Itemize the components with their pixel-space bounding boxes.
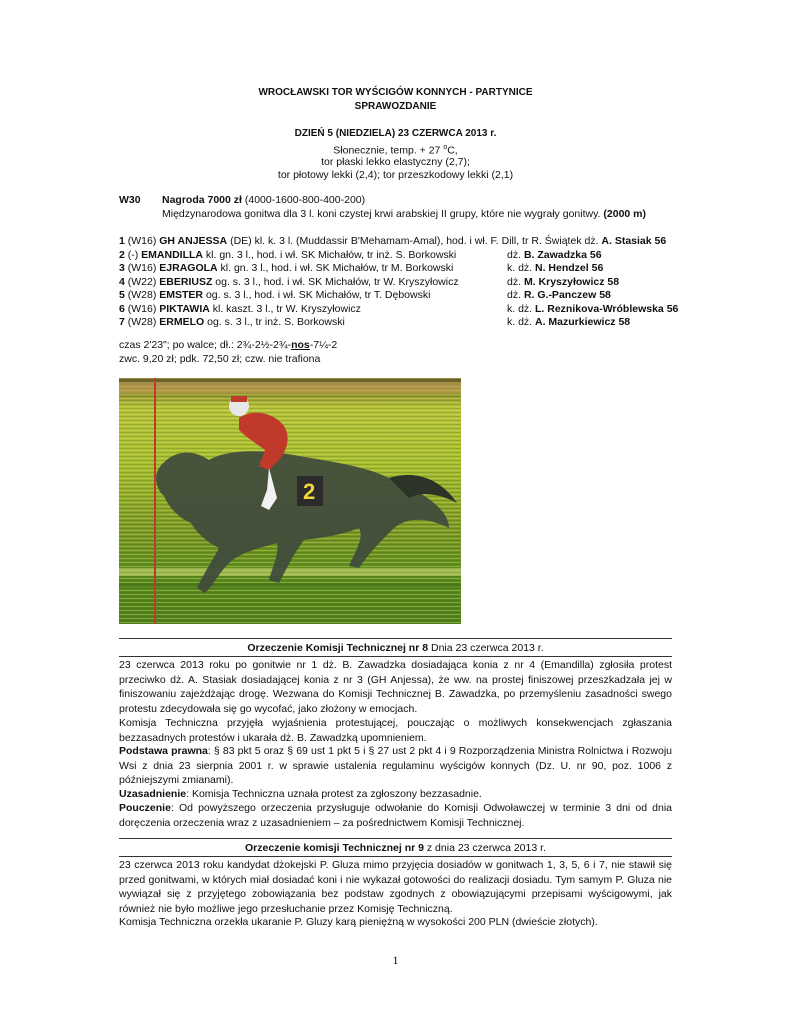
stall-info: (W16)	[124, 303, 160, 315]
jockey-name: R. G.-Panczew 58	[523, 289, 611, 301]
jockey-name: L. Reznikova-Wróblewska 56	[535, 303, 679, 315]
horse-name: EJRAGOLA	[159, 262, 218, 274]
track-condition-jumps: tor płotowy lekki (2,4); tor przeszkodowy lekki (2,1)	[277, 169, 514, 181]
stall-info: (-)	[124, 249, 142, 261]
saddle-number: 2	[303, 479, 316, 504]
horse-name: ERMELO	[159, 316, 205, 328]
runner-row	[119, 276, 679, 290]
jockey-name: M. Kryszyłowicz 58	[523, 276, 620, 288]
race-day: DZIEŃ 5 (NIEDZIELA) 23 CZERWCA 2013 r.	[294, 128, 497, 139]
horse-name: PIKTAWIA	[159, 303, 210, 315]
race-description: Międzynarodowa gonitwa dla 3 l. koni czystej krwi arabskiej II grupy, które nie wygrały gonitwy. (2000 m)	[162, 208, 646, 220]
stall-info: (W22)	[124, 276, 160, 288]
track-condition-flat: tor płaski lekko elastyczny (2,7);	[321, 156, 470, 168]
jockey-title: k. dż.	[507, 316, 536, 328]
ruling8-paragraph-2: Komisja Techniczna przyjęła wyjaśnienia protestującej, pouczając o możliwych konsekwencjach zgłaszania bezzasadnych protestów i ukarała dż. B. Zawadzką upomnieniem.	[119, 717, 672, 744]
weather: Słonecznie, temp. + 27 $^o$C,	[333, 144, 458, 157]
horse-details: kl. kaszt. 3 l., tr W. Kryszyłowicz	[209, 303, 361, 315]
stall-info: (W16)	[124, 262, 160, 274]
report-subtitle: SPRAWOZDANIE	[354, 101, 437, 112]
finish-position: 4	[119, 276, 125, 288]
horse-details: kl. gn. 3 l., hod. i wł. SK Michałów, tr M. Borkowski	[217, 262, 454, 274]
finish-position: 2	[119, 249, 125, 261]
jockey-name: N. Hendzel 56	[535, 262, 604, 274]
ruling9-paragraph-2: Komisja Techniczna orzekła ukaranie P. Gluzy karą pieniężną w wysokości 200 PLN (dwieście złotych).	[119, 916, 598, 928]
horse-name: EMANDILLA	[141, 249, 203, 261]
race-code: W30	[119, 194, 141, 206]
jockey-name: B. Zawadzka 56	[523, 249, 602, 261]
jockey-title: k. dż.	[507, 303, 536, 315]
ruling8-paragraph-1: 23 czerwca 2013 roku po gonitwie nr 1 dż. B. Zawadzka dosiadająca konia z nr 4 (Emandilla) zgłosiła protest przeciwko dż. A. Stasiak dosiadającej konia z nr 3 (GH Anjessa), że ww. na prostej finiszowej przeszkadzała jej w finiszowaniu zajeżdżając drogę. Wezwana do Komisji Technicznej B. Zawadzka, po przemyśleniu zasadności swego protestu zdecydowała się go wycofać, jako złożony w emocjach.	[119, 659, 672, 715]
report-title: WROCŁAWSKI TOR WYŚCIGÓW KONNYCH - PARTYNICE	[258, 87, 533, 98]
horse-name: EBERIUSZ	[159, 276, 213, 288]
ruling9-paragraph-1: 23 czerwca 2013 roku kandydat dżokejski P. Gluza mimo przyjęcia dosiadów w gonitwach 1, 3, 5, 6 i 7, nie stawił się przed gonitwami, w których miał dosiadać koni i nie wykazał gotowości do realizacji dosiadu. Tym samym P. Gluza nie wywiązał się z przyjętego zobowiązania bez podstaw zgodnych z obowiązującymi przepisami wyścigowymi, jak również nie było możliwe jego przesłuchanie przez Komisję Techniczną.	[119, 859, 672, 915]
ruling8-bottom-rule	[119, 656, 672, 657]
photo-finish-image	[119, 378, 461, 624]
finish-position: 1	[119, 235, 125, 247]
horse-name: EMSTER	[159, 289, 204, 301]
runner-row	[119, 262, 679, 276]
jockey-title: dż.	[507, 276, 524, 288]
finish-position: 7	[119, 316, 125, 328]
horse-name: GH ANJESSA	[159, 235, 228, 247]
jockey-title: k. dż.	[507, 262, 536, 274]
stall-info: (W16)	[124, 235, 160, 247]
ruling8-legal-basis: Podstawa prawna: § 83 pkt 5 oraz § 69 ust 1 pkt 5 i § 27 ust 2 pkt 4 i 9 Rozporządzenia Ministra Rolnictwa i Rozwoju Wsi z dnia 23 sierpnia 2001 r. w sprawie ustalenia regulaminu wyścigów konnych (Dz. U. nr 90, poz. 1006 z późniejszymi zmianami).	[119, 745, 672, 786]
ruling9-bottom-rule	[119, 856, 672, 857]
race-prize: Nagroda 7000 zł (4000-1600-800-400-200)	[162, 194, 366, 206]
page-number: 1	[392, 953, 399, 967]
runner-row	[119, 249, 679, 263]
runner-row	[119, 303, 679, 317]
finish-position: 5	[119, 289, 125, 301]
finish-position: 3	[119, 262, 125, 274]
ruling9-title: Orzeczenie komisji Technicznej nr 9 z dnia 23 czerwca 2013 r.	[245, 842, 546, 854]
runner-row	[119, 316, 679, 330]
jockey-name: A. Mazurkiewicz 58	[535, 316, 631, 328]
jockey-title: dż.	[507, 289, 524, 301]
horse-details: og. s. 3 l., hod. i wł. SK Michałów, tr T. Dębowski	[203, 289, 431, 301]
horse-details: og. s. 3 l., tr inż. S. Borkowski	[204, 316, 345, 328]
jockey-title: dż.	[507, 249, 524, 261]
stall-info: (W28)	[124, 289, 160, 301]
horse-details: og. s. 3 l., hod. i wł. SK Michałów, tr W. Kryszyłowicz	[212, 276, 459, 288]
finish-position: 6	[119, 303, 125, 315]
runner-row	[119, 289, 679, 303]
jockey-name: A. Stasiak 56	[601, 235, 667, 247]
ruling8-top-rule	[119, 638, 672, 639]
horse-details: (DE) kl. k. 3 l. (Muddassir B'Mehamam-Amal), hod. i wł. F. Dill, tr R. Świątek dż.	[227, 235, 602, 247]
horse-details: kl. gn. 3 l., hod. i wł. SK Michałów, tr inż. S. Borkowski	[203, 249, 457, 261]
race-time: czas 2'23"; po walce; dł.: 2¾-2½-2¾-nos-7¼-2	[119, 339, 338, 351]
ruling8-title: Orzeczenie Komisji Technicznej nr 8 Dnia 23 czerwca 2013 r.	[247, 642, 544, 654]
ruling8-notice: Pouczenie: Od powyższego orzeczenia przysługuje odwołanie do Komisji Odwoławczej w terminie 3 dni od dnia doręczenia orzeczenia wraz z uzasadnieniem – za pośrednictwem Komisji Technicznej.	[119, 802, 672, 829]
ruling8-justification: Uzasadnienie: Komisja Techniczna uznała protest za zgłoszony bezzasadnie.	[119, 788, 482, 800]
betting-odds: zwc. 9,20 zł; pdk. 72,50 zł; czw. nie trafiona	[119, 353, 321, 365]
stall-info: (W28)	[124, 316, 160, 328]
runner-row	[119, 235, 679, 249]
ruling9-top-rule	[119, 838, 672, 839]
